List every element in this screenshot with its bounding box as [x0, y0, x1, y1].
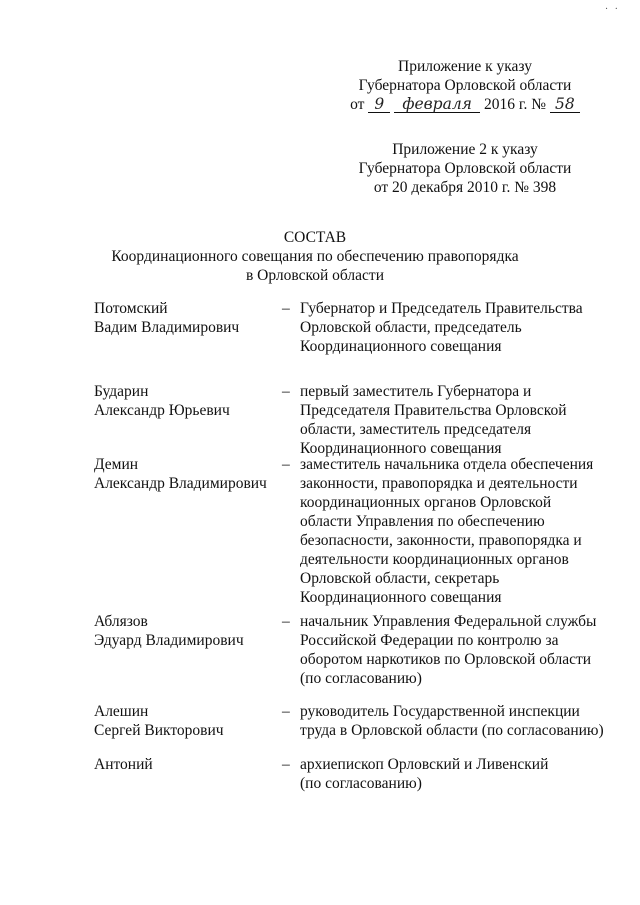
role-line: Председателя Правительства Орловской: [300, 402, 567, 419]
role-line: (по согласованию): [300, 775, 422, 792]
member-name: [94, 382, 274, 420]
appendix-line-2: Губернатора Орловской области: [358, 77, 572, 94]
original-appendix-line-2: Губернатора Орловской области: [358, 160, 572, 177]
role-line: Российской Федерации по контролю за: [300, 632, 559, 649]
appendix-line-1: Приложение к указу: [398, 58, 532, 75]
dash-separator: –: [282, 756, 290, 773]
member-name: [94, 455, 274, 493]
role-line: (по согласованию): [300, 670, 422, 687]
member-surname: Демин: [94, 456, 139, 473]
dash-separator: –: [282, 613, 290, 630]
role-line: Координационного совещания: [300, 440, 502, 457]
member-name: [94, 702, 274, 740]
subtitle-line: Координационного совещания по обеспечению правопорядка: [111, 248, 519, 265]
role-line: руководитель Государственной инспекции: [300, 703, 580, 720]
role-line: области Управления по обеспечению: [300, 513, 545, 530]
member-given-names: Александр Владимирович: [94, 475, 267, 492]
member-role: [300, 755, 620, 793]
member-name: [94, 299, 274, 337]
member-role: [300, 702, 620, 740]
original-appendix-line-3: от 20 декабря 2010 г. № 398: [373, 179, 557, 196]
role-line: начальник Управления Федеральной службы: [300, 613, 597, 630]
original-appendix-line-1: Приложение 2 к указу: [392, 141, 538, 158]
member-surname: Потомский: [94, 300, 168, 317]
corner-mark: · ·: [604, 4, 620, 15]
member-given-names: Александр Юрьевич: [94, 402, 230, 419]
member-role: [300, 382, 620, 458]
dash-separator: –: [282, 300, 290, 317]
subtitle-line: в Орловской области: [245, 267, 384, 284]
role-line: Координационного совещания: [300, 338, 502, 355]
member-role: [300, 612, 620, 688]
document-title: СОСТАВ: [283, 229, 347, 246]
appendix-from-label: от: [350, 96, 365, 113]
member-name: [94, 612, 274, 650]
role-line: законности, правопорядка и деятельности: [300, 475, 578, 492]
role-line: оборотом наркотиков по Орловской области: [300, 651, 592, 668]
role-line: Губернатор и Председатель Правительства: [300, 300, 583, 317]
role-line: Координационного совещания: [300, 589, 502, 606]
document-subtitle: [50, 247, 580, 285]
role-line: заместитель начальника отдела обеспечения: [300, 456, 594, 473]
role-line: Орловской области, председатель: [300, 319, 522, 336]
role-line: координационных органов Орловской: [300, 494, 552, 511]
appendix-date-line: [335, 95, 595, 114]
role-line: деятельности координационных органов: [300, 551, 569, 568]
appendix-original-decree: [335, 140, 595, 197]
dash-separator: –: [282, 383, 290, 400]
member-surname: Аблязов: [94, 613, 148, 630]
role-line: области, заместитель председателя: [300, 421, 532, 438]
member-surname: Бударин: [94, 383, 149, 400]
role-line: Орловской области, секретарь: [300, 570, 500, 587]
member-surname: Антоний: [94, 756, 153, 773]
role-line: безопасности, законности, правопорядка и: [300, 532, 582, 549]
member-given-names: Эдуард Владимирович: [94, 632, 244, 649]
member-surname: Алешин: [94, 703, 149, 720]
handwritten-day: 9: [368, 96, 390, 113]
role-line: труда в Орловской области (по согласованию): [300, 722, 604, 739]
dash-separator: –: [282, 456, 290, 473]
appendix-current-decree: [335, 57, 595, 114]
role-line: архиепископ Орловский и Ливенский: [300, 756, 549, 773]
member-given-names: Вадим Владимирович: [94, 319, 240, 336]
member-name: [94, 755, 274, 774]
handwritten-month: февраля: [394, 96, 480, 113]
member-role: [300, 299, 620, 356]
appendix-year-label: 2016 г. №: [484, 96, 547, 113]
member-given-names: Сергей Викторович: [94, 722, 224, 739]
dash-separator: –: [282, 703, 290, 720]
handwritten-number: 58: [550, 96, 580, 113]
member-role: [300, 455, 620, 607]
role-line: первый заместитель Губернатора и: [300, 383, 532, 400]
